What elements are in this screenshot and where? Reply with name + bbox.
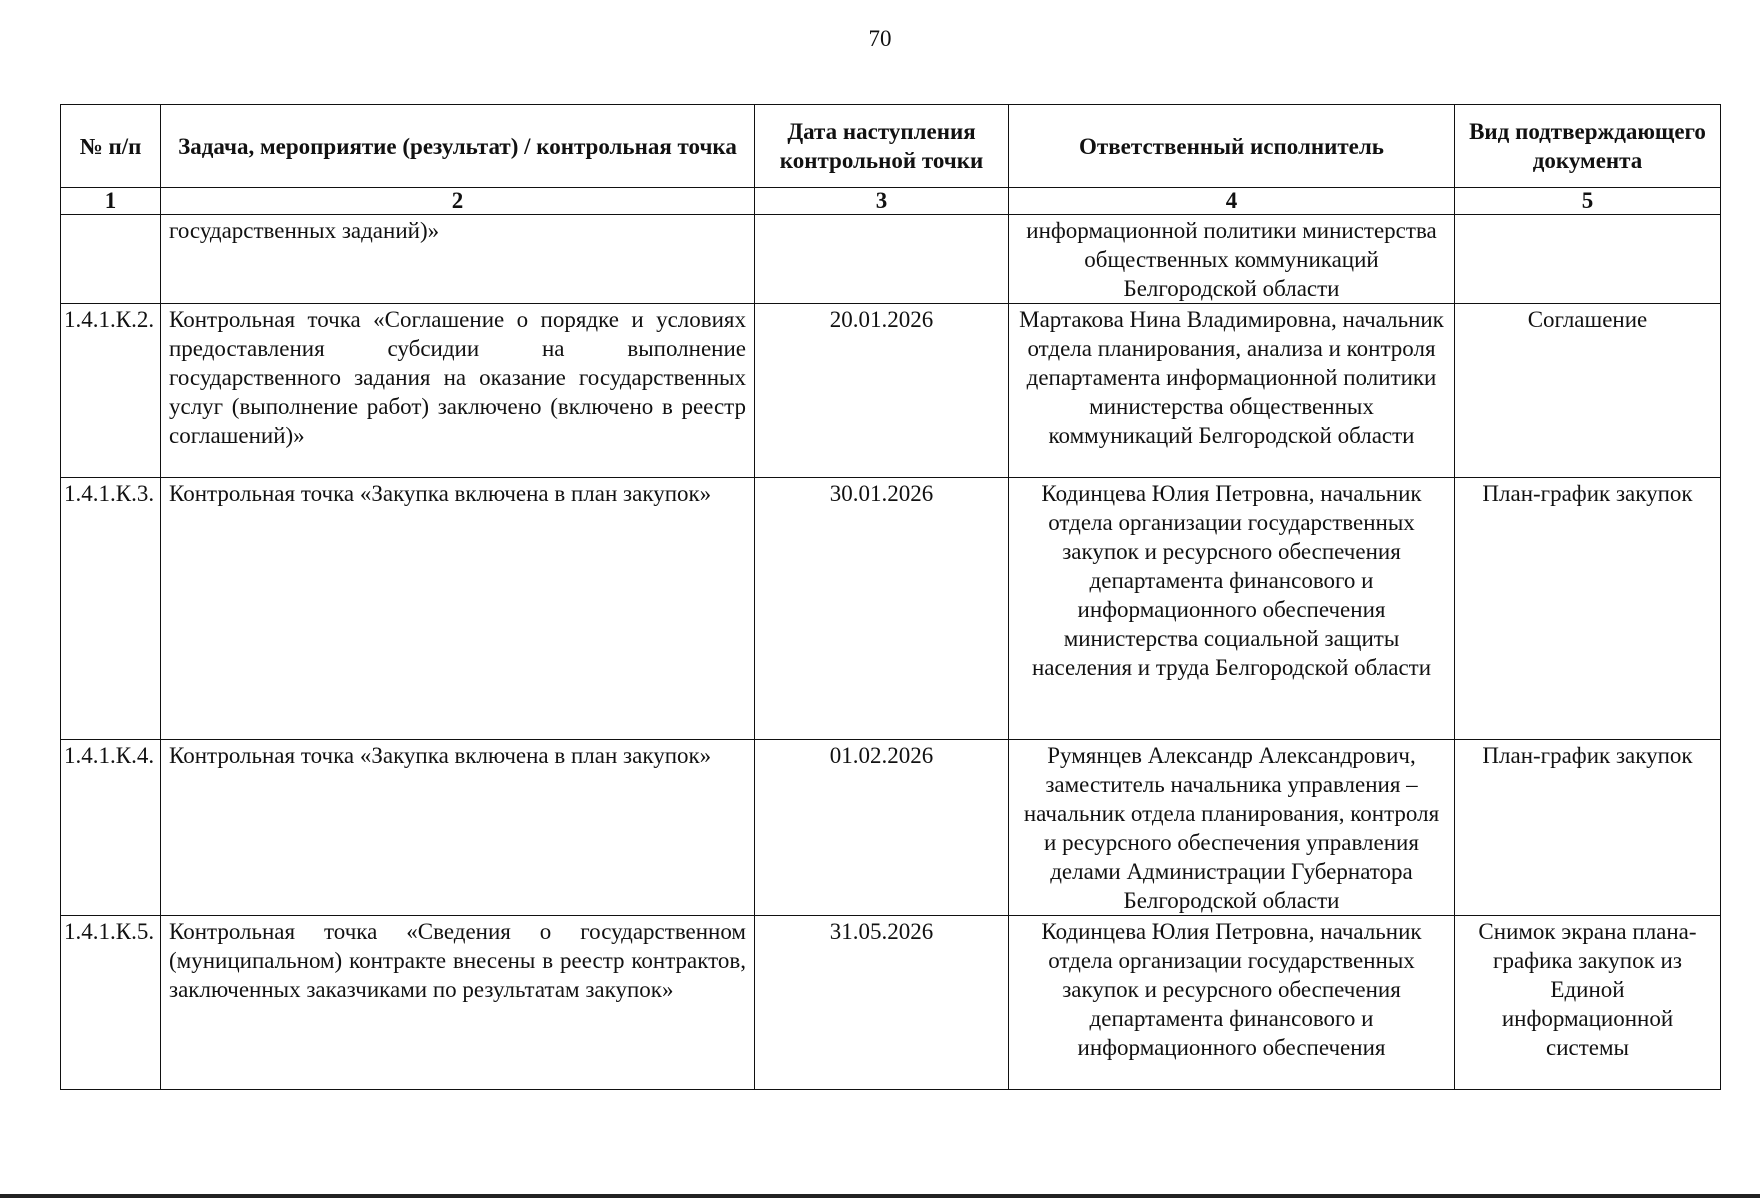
row-executor: Кодинцева Юлия Петровна, начальник отдела организации государственных закупок и ресурсного обеспечения департамента финансового и информационного обеспечения министерства социальной защиты населения и труда Белгородской области — [1009, 478, 1455, 740]
header-task: Задача, мероприятие (результат) / контрольная точка — [161, 105, 755, 188]
row-executor: Румянцев Александр Александрович, заместитель начальника управления – начальник отдела планирования, контроля и ресурсного обеспечения управления делами Администрации Губернатора Белгородской области — [1009, 740, 1455, 916]
row-document: Снимок экрана плана-графика закупок из Единой информационной системы — [1455, 916, 1721, 1090]
row-date: 01.02.2026 — [755, 740, 1009, 916]
column-number: 2 — [161, 188, 755, 215]
table-row — [61, 215, 1721, 304]
row-task: Контрольная точка «Сведения о государственном (муниципальном) контракте внесены в реестр контрактов, заключенных заказчиками по результатам закупок» — [161, 916, 755, 1090]
row-task: государственных заданий)» — [161, 215, 755, 304]
table-row — [61, 304, 1721, 478]
column-number: 1 — [61, 188, 161, 215]
row-number: 1.4.1.К.5. — [61, 916, 161, 1090]
row-task: Контрольная точка «Соглашение о порядке и условиях предоставления субсидии на выполнение государственного задания на оказание государственных услуг (выполнение работ) заключено (включено в реестр соглашений)» — [161, 304, 755, 478]
column-number: 3 — [755, 188, 1009, 215]
row-date — [755, 215, 1009, 304]
column-number: 4 — [1009, 188, 1455, 215]
table-row — [61, 740, 1721, 916]
row-number: 1.4.1.К.4. — [61, 740, 161, 916]
column-numbers-row — [61, 188, 1721, 215]
table-row — [61, 478, 1721, 740]
control-points-table — [60, 104, 1721, 1090]
header-executor: Ответственный исполнитель — [1009, 105, 1455, 188]
page-number: 70 — [868, 26, 892, 51]
row-task: Контрольная точка «Закупка включена в план закупок» — [161, 740, 755, 916]
row-document: План-график закупок — [1455, 740, 1721, 916]
row-task: Контрольная точка «Закупка включена в план закупок» — [161, 478, 755, 740]
row-document — [1455, 215, 1721, 304]
row-number — [61, 215, 161, 304]
scan-bottom-edge — [0, 1194, 1760, 1198]
row-document: План-график закупок — [1455, 478, 1721, 740]
row-date: 20.01.2026 — [755, 304, 1009, 478]
table-row — [61, 916, 1721, 1090]
table-header-row — [61, 105, 1721, 188]
header-number: № п/п — [61, 105, 161, 188]
row-executor: Мартакова Нина Владимировна, начальник отдела планирования, анализа и контроля департамента информационной политики министерства общественных коммуникаций Белгородской области — [1009, 304, 1455, 478]
header-document: Вид подтверждающего документа — [1455, 105, 1721, 188]
row-number: 1.4.1.К.2. — [61, 304, 161, 478]
header-date: Дата наступления контрольной точки — [755, 105, 1009, 188]
row-executor: информационной политики министерства общественных коммуникаций Белгородской области — [1009, 215, 1455, 304]
row-executor: Кодинцева Юлия Петровна, начальник отдела организации государственных закупок и ресурсного обеспечения департамента финансового и информационного обеспечения — [1009, 916, 1455, 1090]
row-number: 1.4.1.К.3. — [61, 478, 161, 740]
row-date: 31.05.2026 — [755, 916, 1009, 1090]
row-document: Соглашение — [1455, 304, 1721, 478]
column-number: 5 — [1455, 188, 1721, 215]
row-date: 30.01.2026 — [755, 478, 1009, 740]
